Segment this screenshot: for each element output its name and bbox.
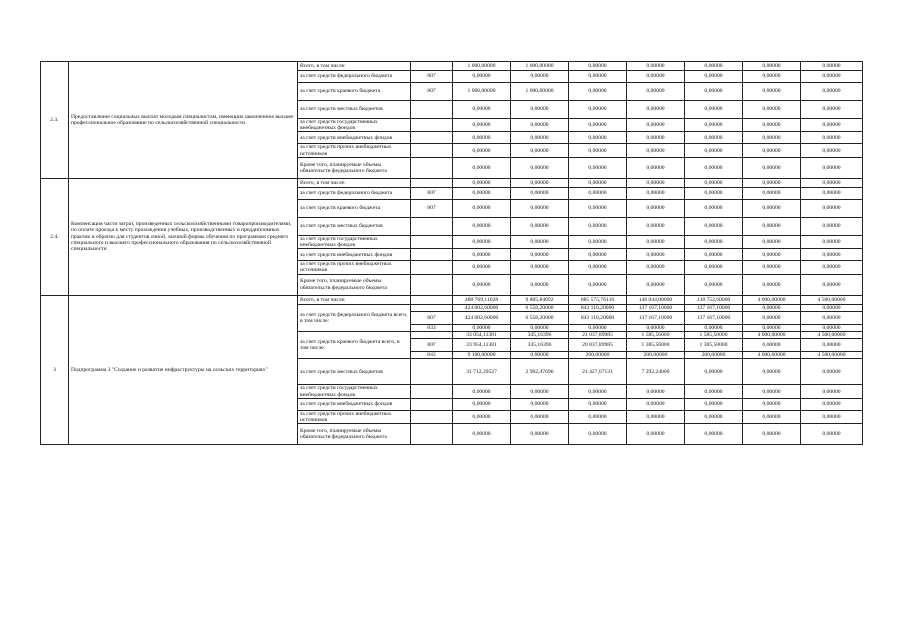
amount-cell: 0,00000 [569, 119, 627, 132]
code-cell [411, 385, 453, 398]
amount-cell: 0,00000 [801, 144, 863, 157]
table-row [41, 62, 863, 71]
source-cell: за счет средств федерального бюджета [298, 187, 411, 199]
amount-cell: 0,00000 [743, 339, 801, 352]
amount-cell: 0,00000 [627, 83, 685, 101]
amount-cell: 0,00000 [627, 385, 685, 398]
source-cell: за счет средств федерального бюджета [298, 71, 411, 83]
amount-cell: 0,00000 [685, 274, 743, 295]
amount-cell: 0,00000 [801, 217, 863, 235]
amount-cell: 345,16396 [511, 332, 569, 339]
amount-cell: 0,00000 [801, 410, 863, 423]
source-cell: за счет средств местных бюджетов [298, 359, 411, 385]
amount-cell: 0,00000 [627, 410, 685, 423]
amount-cell: 0,00000 [453, 235, 511, 248]
amount-cell: 0,00000 [743, 274, 801, 295]
amount-cell: 0,00000 [453, 144, 511, 157]
source-cell: Кроме того, планируемые объемы обязательств федерального бюджета [298, 157, 411, 178]
amount-cell: 0,00000 [685, 359, 743, 385]
amount-cell: 1 585,50000 [685, 332, 743, 339]
code-cell: 807 [411, 311, 453, 324]
amount-cell: 0,00000 [743, 424, 801, 445]
amount-cell: 0,00000 [801, 339, 863, 352]
amount-cell: 9 805,84092 [511, 295, 569, 304]
amount-cell: 0,00000 [801, 324, 863, 331]
amount-cell: 31 712,39527 [453, 359, 511, 385]
amount-cell: 843 110,20000 [569, 304, 627, 311]
amount-cell: 0,00000 [453, 132, 511, 144]
amount-cell: 0,00000 [627, 119, 685, 132]
amount-cell: 0,00000 [627, 274, 685, 295]
code-cell [411, 119, 453, 132]
amount-cell: 1 585,56000 [627, 332, 685, 339]
amount-cell: 0,00000 [801, 261, 863, 274]
source-cell: за счет средств федерального бюджета всего, в том числе: [298, 304, 411, 331]
amount-cell: 9 100,00000 [453, 352, 511, 359]
amount-cell: 0,00000 [743, 199, 801, 217]
amount-cell: 4 500,00000 [801, 352, 863, 359]
amount-cell: 0,00000 [569, 274, 627, 295]
amount-cell: 1 385,50000 [685, 339, 743, 352]
funding-table-body [41, 62, 863, 445]
amount-cell: 0,00000 [685, 187, 743, 199]
amount-cell: 0,00000 [569, 385, 627, 398]
amount-cell: 0,00000 [511, 398, 569, 410]
amount-cell: 0,00000 [801, 304, 863, 311]
amount-cell: 0,00000 [511, 261, 569, 274]
amount-cell: 0,00000 [743, 410, 801, 423]
amount-cell: 0,00000 [685, 261, 743, 274]
amount-cell: 4 500,00000 [801, 332, 863, 339]
amount-cell: 0,00000 [801, 199, 863, 217]
amount-cell: 0,00000 [627, 157, 685, 178]
amount-cell: 0,00000 [685, 101, 743, 119]
amount-cell: 2 902,47696 [511, 359, 569, 385]
amount-cell: 137 167,10000 [685, 311, 743, 324]
amount-cell: 0,00000 [627, 62, 685, 71]
amount-cell: 0,00000 [453, 324, 511, 331]
amount-cell: 0,00000 [801, 62, 863, 71]
amount-cell: 0,00000 [801, 274, 863, 295]
amount-cell: 0,00000 [569, 157, 627, 178]
amount-cell: 0,00000 [743, 119, 801, 132]
amount-cell: 0,00000 [511, 410, 569, 423]
amount-cell: 0,00000 [511, 101, 569, 119]
amount-cell: 0,00000 [801, 119, 863, 132]
amount-cell: 33 054,11381 [453, 332, 511, 339]
amount-cell: 0,00000 [801, 249, 863, 261]
amount-cell: 0,00000 [453, 157, 511, 178]
amount-cell: 0,00000 [801, 101, 863, 119]
code-cell [411, 261, 453, 274]
amount-cell: 0,00000 [743, 385, 801, 398]
amount-cell: 0,00000 [743, 249, 801, 261]
code-cell: 807 [411, 339, 453, 352]
amount-cell: 0,00000 [685, 324, 743, 331]
amount-cell: 6 558,20000 [511, 311, 569, 324]
amount-cell: 0,00000 [743, 235, 801, 248]
amount-cell: 0,00000 [627, 132, 685, 144]
amount-cell: 0,00000 [569, 62, 627, 71]
amount-cell: 0,00000 [627, 71, 685, 83]
amount-cell: 23 954,11381 [453, 339, 511, 352]
source-cell: за счет средств государственных внебюджетных фондов [298, 119, 411, 132]
amount-cell: 0,00000 [801, 424, 863, 445]
amount-cell: 0,00000 [801, 187, 863, 199]
amount-cell: 0,00000 [743, 178, 801, 187]
code-cell: 833 [411, 324, 453, 331]
amount-cell: 0,00000 [569, 261, 627, 274]
amount-cell: 0,00000 [511, 71, 569, 83]
amount-cell: 0,00000 [511, 324, 569, 331]
amount-cell: 0,00000 [453, 199, 511, 217]
amount-cell: 0,00000 [453, 119, 511, 132]
amount-cell: 0,00000 [627, 261, 685, 274]
amount-cell: 0,00000 [685, 398, 743, 410]
amount-cell: 0,00000 [801, 132, 863, 144]
amount-cell: 4 000,00000 [743, 352, 801, 359]
amount-cell: 138 752,60000 [685, 295, 743, 304]
amount-cell: 0,00000 [627, 144, 685, 157]
source-cell: Всего, в том числе: [298, 295, 411, 304]
amount-cell: 0,00000 [569, 235, 627, 248]
amount-cell: 0,00000 [685, 62, 743, 71]
amount-cell: 0,00000 [453, 178, 511, 187]
amount-cell: 0,00000 [801, 359, 863, 385]
row-name: Подпрограмма 3 "Создание и развитие инфраструктуры на сельских территориях" [69, 295, 298, 445]
amount-cell: 843 110,20000 [569, 311, 627, 324]
amount-cell: 0,00000 [511, 274, 569, 295]
amount-cell: 21 427,67131 [569, 359, 627, 385]
amount-cell: 4 500,00000 [801, 295, 863, 304]
amount-cell: 0,00000 [801, 398, 863, 410]
amount-cell: 0,00000 [743, 217, 801, 235]
amount-cell: 0,00000 [569, 410, 627, 423]
amount-cell: 0,00000 [743, 132, 801, 144]
amount-cell: 0,00000 [685, 71, 743, 83]
amount-cell: 0,00000 [685, 83, 743, 101]
amount-cell: 0,00000 [453, 217, 511, 235]
amount-cell: 0,00000 [627, 249, 685, 261]
amount-cell: 0,00000 [801, 385, 863, 398]
amount-cell: 0,00000 [627, 101, 685, 119]
amount-cell: 0,00000 [743, 101, 801, 119]
code-cell [411, 274, 453, 295]
row-index: 3 [41, 295, 69, 445]
table-row [41, 295, 863, 304]
amount-cell: 200,00000 [685, 352, 743, 359]
amount-cell: 0,00000 [569, 199, 627, 217]
amount-cell: 0,00000 [627, 398, 685, 410]
amount-cell: 0,00000 [511, 352, 569, 359]
code-cell [411, 410, 453, 423]
amount-cell: 0,00000 [627, 235, 685, 248]
amount-cell: 0,00000 [453, 101, 511, 119]
amount-cell: 0,00000 [743, 71, 801, 83]
code-cell [411, 132, 453, 144]
amount-cell: 0,00000 [511, 157, 569, 178]
amount-cell: 0,00000 [453, 274, 511, 295]
amount-cell: 0,00000 [569, 324, 627, 331]
code-cell [411, 304, 453, 311]
amount-cell: 0,00000 [685, 235, 743, 248]
amount-cell: 885 575,76116 [569, 295, 627, 304]
amount-cell: 0,00000 [685, 424, 743, 445]
amount-cell: 0,00000 [743, 359, 801, 385]
code-cell [411, 398, 453, 410]
amount-cell: 0,00000 [511, 217, 569, 235]
amount-cell: 1 000,00000 [453, 83, 511, 101]
code-cell [411, 217, 453, 235]
amount-cell: 0,00000 [743, 261, 801, 274]
amount-cell: 0,00000 [453, 249, 511, 261]
amount-cell: 0,00000 [743, 304, 801, 311]
amount-cell: 0,00000 [685, 410, 743, 423]
amount-cell: 0,00000 [453, 410, 511, 423]
amount-cell: 1 000,00000 [453, 62, 511, 71]
amount-cell: 0,00000 [453, 187, 511, 199]
code-cell [411, 157, 453, 178]
amount-cell: 1 000,00000 [511, 83, 569, 101]
amount-cell: 0,00000 [801, 311, 863, 324]
code-cell: 843 [411, 352, 453, 359]
amount-cell: 0,00000 [569, 424, 627, 445]
code-cell [411, 144, 453, 157]
code-cell: 807 [411, 199, 453, 217]
amount-cell: 0,00000 [569, 101, 627, 119]
amount-cell: 137 167,10000 [627, 311, 685, 324]
amount-cell: 0,00000 [511, 385, 569, 398]
source-cell: за счет средств государственных внебюджетных фондов [298, 235, 411, 248]
source-cell: Всего, в том числе: [298, 178, 411, 187]
amount-cell: 21 037,89985 [569, 332, 627, 339]
source-cell: за счет средств местных бюджетов [298, 101, 411, 119]
code-cell: 807 [411, 187, 453, 199]
amount-cell: 0,00000 [743, 324, 801, 331]
amount-cell: 0,00000 [685, 249, 743, 261]
amount-cell: 0,00000 [453, 71, 511, 83]
amount-cell: 0,00000 [569, 132, 627, 144]
amount-cell: 1 000,00000 [511, 62, 569, 71]
amount-cell: 0,00000 [801, 157, 863, 178]
amount-cell: 0,00000 [569, 83, 627, 101]
amount-cell: 345,16396 [511, 339, 569, 352]
amount-cell: 4 000,00000 [743, 332, 801, 339]
source-cell: за счет средств прочих внебюджетных источников [298, 144, 411, 157]
source-cell: за счет средств краевого бюджета [298, 83, 411, 101]
row-name: Компенсация части затрат, произведенных сельскохозяйственными товаропроизводителями, по оплате проезда к месту прохождения учебных, производственных и преддипломных практик и обратно для студентов очной, заочной формы обучения по программам среднего специального и высшего профессионального образования по сельскохозяйственной специальности [69, 178, 298, 295]
amount-cell: 0,00000 [511, 424, 569, 445]
source-cell: за счет средств краевого бюджета всего, в том числе: [298, 332, 411, 359]
amount-cell: 0,00000 [801, 83, 863, 101]
amount-cell: 0,00000 [453, 385, 511, 398]
row-name: Предоставление социальных выплат молодым специалистам, имеющим законченное высшее профессиональное образование по сельскохозяйственной специальности [69, 62, 298, 179]
source-cell: за счет средств прочих внебюджетных источников [298, 261, 411, 274]
amount-cell: 0,00000 [801, 235, 863, 248]
amount-cell: 0,00000 [801, 71, 863, 83]
source-cell: Всего, в том числе: [298, 62, 411, 71]
source-cell: за счет средств внебюджетных фондов [298, 249, 411, 261]
amount-cell: 0,00000 [743, 398, 801, 410]
source-cell: за счет средств государственных внебюджетных фондов [298, 385, 411, 398]
amount-cell: 0,00000 [569, 249, 627, 261]
row-index: 2.3. [41, 62, 69, 179]
amount-cell: 0,00000 [743, 83, 801, 101]
source-cell: за счет средств краевого бюджета [298, 199, 411, 217]
amount-cell: 6 558,20000 [511, 304, 569, 311]
amount-cell: 0,00000 [569, 398, 627, 410]
table-row [41, 178, 863, 187]
amount-cell: 424 002,60000 [453, 304, 511, 311]
source-cell: Кроме того, планируемые объемы обязательств федерального бюджета [298, 424, 411, 445]
amount-cell: 0,00000 [569, 71, 627, 83]
code-cell [411, 62, 453, 71]
amount-cell: 200,00000 [627, 352, 685, 359]
amount-cell: 0,00000 [569, 187, 627, 199]
amount-cell: 0,00000 [627, 199, 685, 217]
amount-cell: 0,00000 [685, 157, 743, 178]
amount-cell: 0,00000 [511, 199, 569, 217]
amount-cell: 0,00000 [511, 132, 569, 144]
amount-cell: 0,00000 [569, 144, 627, 157]
amount-cell: 0,00000 [511, 119, 569, 132]
amount-cell: 0,00000 [685, 199, 743, 217]
amount-cell: 0,00000 [453, 424, 511, 445]
amount-cell: 0,00000 [685, 144, 743, 157]
amount-cell: 4 000,00000 [743, 295, 801, 304]
amount-cell: 0,00000 [453, 261, 511, 274]
row-index: 2.4. [41, 178, 69, 295]
amount-cell: 146 044,00000 [627, 295, 685, 304]
amount-cell: 0,00000 [569, 178, 627, 187]
source-cell: за счет средств местных бюджетов [298, 217, 411, 235]
source-cell: за счет средств прочих внебюджетных источников [298, 410, 411, 423]
code-cell: 807 [411, 83, 453, 101]
amount-cell: 0,00000 [511, 249, 569, 261]
code-cell [411, 178, 453, 187]
code-cell [411, 332, 453, 339]
amount-cell: 200,00000 [569, 352, 627, 359]
code-cell: 807 [411, 71, 453, 83]
code-cell [411, 424, 453, 445]
amount-cell: 0,00000 [627, 324, 685, 331]
source-cell: за счет средств внебюджетных фондов [298, 398, 411, 410]
amount-cell: 0,00000 [453, 398, 511, 410]
code-cell [411, 249, 453, 261]
funding-table [40, 61, 863, 445]
amount-cell: 0,00000 [743, 157, 801, 178]
amount-cell: 0,00000 [511, 178, 569, 187]
amount-cell: 0,00000 [627, 178, 685, 187]
amount-cell: 0,00000 [627, 424, 685, 445]
amount-cell: 0,00000 [685, 217, 743, 235]
amount-cell: 7 292,24000 [627, 359, 685, 385]
amount-cell: 0,00000 [801, 178, 863, 187]
amount-cell: 1 385,56000 [627, 339, 685, 352]
amount-cell: 0,00000 [627, 187, 685, 199]
amount-cell: 0,00000 [511, 235, 569, 248]
amount-cell: 0,00000 [685, 119, 743, 132]
amount-cell: 20 837,89985 [569, 339, 627, 352]
amount-cell: 137 167,10000 [685, 304, 743, 311]
code-cell [411, 235, 453, 248]
amount-cell: 488 769,11028 [453, 295, 511, 304]
code-cell [411, 295, 453, 304]
amount-cell: 137 167,10000 [627, 304, 685, 311]
code-cell [411, 359, 453, 385]
amount-cell: 424 002,60000 [453, 311, 511, 324]
amount-cell: 0,00000 [685, 132, 743, 144]
amount-cell: 0,00000 [569, 217, 627, 235]
amount-cell: 0,00000 [511, 144, 569, 157]
amount-cell: 0,00000 [685, 178, 743, 187]
amount-cell: 0,00000 [743, 187, 801, 199]
code-cell [411, 101, 453, 119]
amount-cell: 0,00000 [627, 217, 685, 235]
source-cell: Кроме того, планируемые объемы обязательств федерального бюджета [298, 274, 411, 295]
amount-cell: 0,00000 [743, 311, 801, 324]
amount-cell: 0,00000 [743, 62, 801, 71]
amount-cell: 0,00000 [685, 385, 743, 398]
source-cell: за счет средств внебюджетных фондов [298, 132, 411, 144]
amount-cell: 0,00000 [511, 187, 569, 199]
amount-cell: 0,00000 [743, 144, 801, 157]
